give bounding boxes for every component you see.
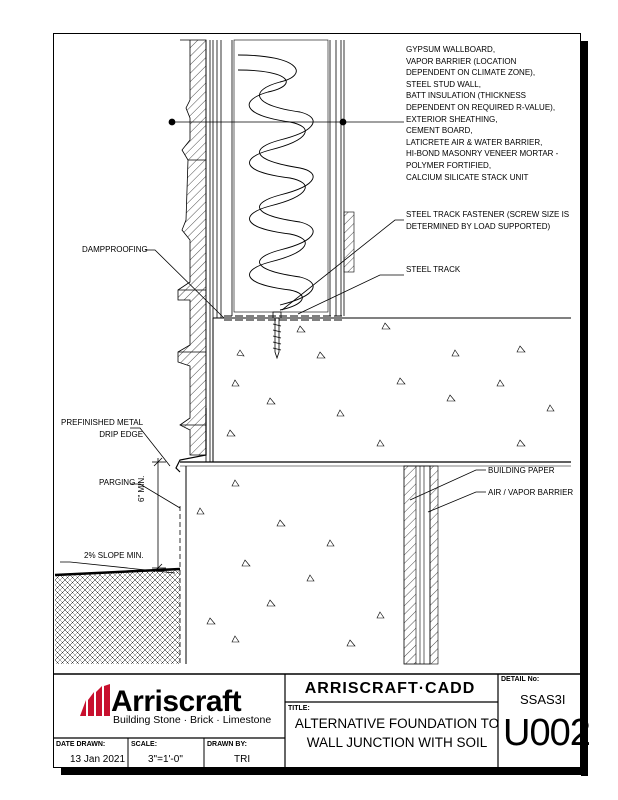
- steel-track-note: STEEL TRACK: [406, 265, 461, 274]
- basement-wall-finish: [404, 466, 438, 664]
- drip-edge-note: PREFINISHED METAL DRIP EDGE: [61, 418, 144, 439]
- title-label: TITLE:: [288, 705, 310, 712]
- slope-note: 2% SLOPE MIN.: [84, 551, 144, 560]
- batt-insulation: [234, 40, 328, 312]
- arriscraft-logo-mark: [80, 684, 110, 716]
- detail-code: SSAS3I: [520, 692, 566, 707]
- scale-value: 3"=1'-0": [148, 754, 183, 765]
- six-inch-min-label: 6" MIN.: [137, 475, 146, 502]
- parging-note: PARGING: [99, 478, 136, 487]
- scale-label: SCALE:: [131, 741, 158, 748]
- stone-veneer: [178, 40, 206, 455]
- interior-finish: [344, 212, 354, 272]
- drawn-by-label: DRAWN BY:: [207, 741, 247, 748]
- title-line-2: WALL JUNCTION WITH SOIL: [306, 735, 488, 750]
- air-vapor-barrier-note: AIR / VAPOR BARRIER: [488, 488, 574, 497]
- leader-lines: [60, 119, 486, 573]
- logo-tagline: Building Stone · Brick · Limestone: [113, 714, 272, 726]
- date-drawn-label: DATE DRAWN:: [56, 741, 106, 748]
- six-inch-dimension: [152, 458, 166, 572]
- dampproofing-note: DAMPPROOFING: [82, 245, 148, 254]
- drawn-by-value: TRI: [234, 754, 251, 765]
- wall-components-note: GYPSUM WALLBOARD, VAPOR BARRIER (LOCATION DEPENDENT ON CLIMATE ZONE), STEEL STUD WALL, BATT INSULATION (THICKNESS DEPENDENT ON REQUIRED R-VALUE), EXTERIOR SHEATHING, CEMENT BOARD, LATICRETE AIR & WATER BARRIER, HI-BOND MASONRY VENEER MORTAR - POLYMER FORTIFIED, CALCIUM SILICATE STACK UNIT: [406, 45, 559, 182]
- logo-wordmark: Arriscraft: [111, 685, 242, 718]
- detail-number-label: DETAIL No:: [501, 676, 540, 683]
- date-drawn-value: 13 Jan 2021: [70, 754, 126, 765]
- soil: [55, 569, 180, 664]
- track-fastener-note: STEEL TRACK FASTENER (SCREW SIZE IS DETERMINED BY LOAD SUPPORTED): [406, 210, 570, 231]
- company-name: ARRISCRAFT·CADD: [304, 680, 476, 697]
- detail-number: U002: [503, 712, 590, 754]
- track-screw: [273, 312, 281, 358]
- title-line-1: ALTERNATIVE FOUNDATION TO: [294, 716, 500, 731]
- building-paper-note: BUILDING PAPER: [488, 466, 555, 475]
